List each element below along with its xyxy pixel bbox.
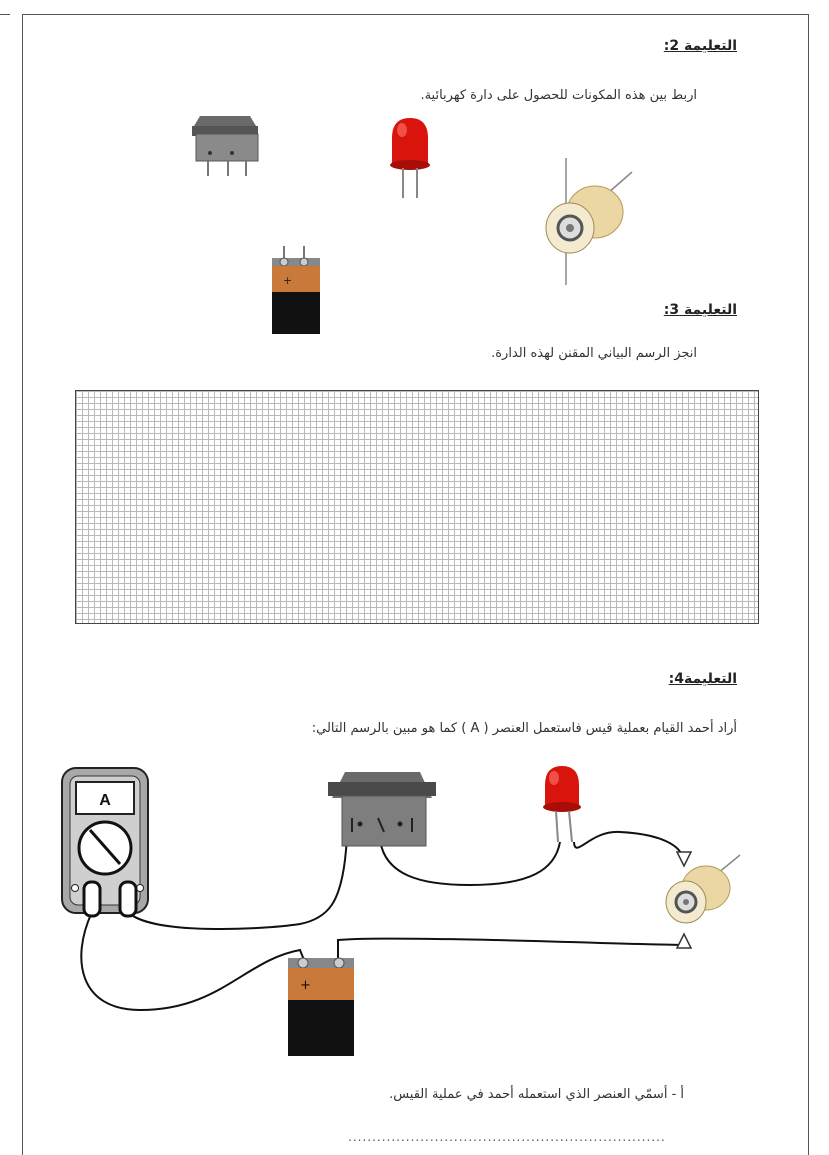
led-icon xyxy=(543,766,581,842)
task4-instruction: أراد أحمد القيام بعملية قيس فاستعمل العنصر ( A ) كما هو مبين بالرسم التالي: xyxy=(311,721,737,736)
task3-heading: التعليمة 3: xyxy=(663,302,737,318)
ammeter-icon xyxy=(62,768,148,916)
task2-heading: التعليمة 2: xyxy=(663,38,737,54)
ammeter-label: A xyxy=(99,792,111,809)
arrow-up-icon xyxy=(677,934,691,948)
task3-instruction: انجز الرسم البياني المقنن لهذه الدارة. xyxy=(491,346,697,361)
motor-icon xyxy=(666,855,740,923)
question-a: أ - أسمّي العنصر الذي استعمله أحمد في عملية القيس. xyxy=(389,1087,684,1102)
task4-heading: التعليمة4: xyxy=(668,671,737,687)
battery-plus-sign: + xyxy=(300,978,311,993)
arrow-down-icon xyxy=(677,852,691,866)
answer-line[interactable]: .................................................................. xyxy=(348,1130,666,1144)
switch-icon xyxy=(328,772,436,846)
circuit-wires xyxy=(81,832,684,1010)
battery-icon xyxy=(288,958,354,1056)
task2-instruction: اربط بين هذه المكونات للحصول على دارة كهربائية. xyxy=(420,88,697,103)
battery-plus-sign-small: + xyxy=(283,274,293,287)
